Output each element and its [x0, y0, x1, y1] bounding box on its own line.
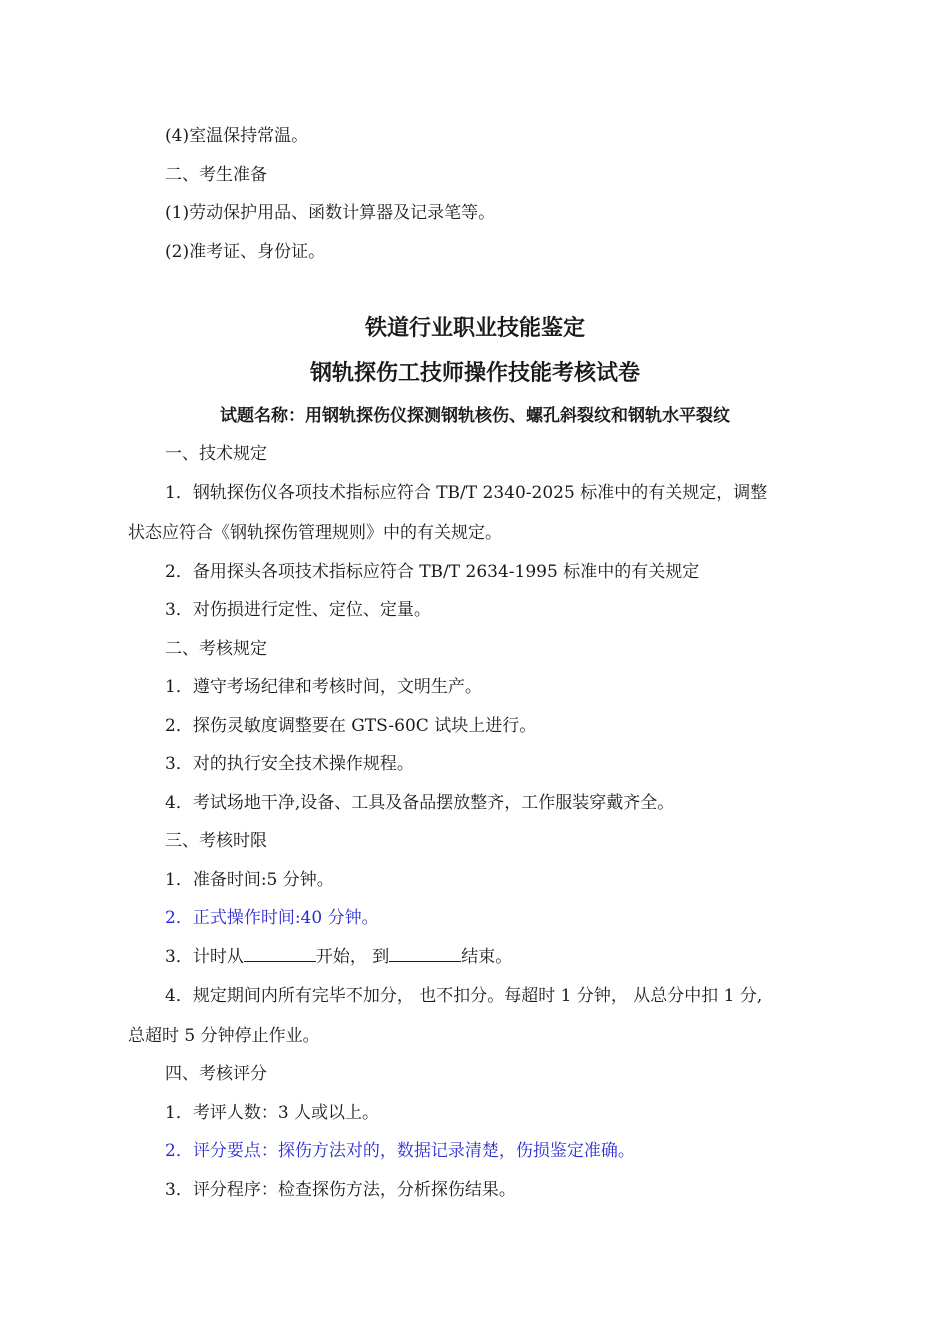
list-item: (2)准考证、身份证。: [165, 242, 326, 262]
timing-prefix: 3．计时从: [165, 947, 244, 967]
list-item: 2．探伤灵敏度调整要在 GTS-60C 试块上进行。: [165, 716, 537, 736]
timing-suffix: 结束。: [461, 947, 513, 967]
list-item: 1．钢轨探伤仪各项技术指标应符合 TB/T 2340-2025 标准中的有关规定，调整: [165, 483, 768, 503]
list-item: 3．对的执行安全技术操作规程。: [165, 754, 414, 774]
list-item: 1．遵守考场纪律和考核时间，文明生产。: [165, 677, 482, 697]
list-item-highlighted: 2．正式操作时间:40 分钟。: [165, 908, 379, 928]
section-heading: 三、考核时限: [165, 831, 267, 851]
timing-mid: 开始， 到: [315, 947, 390, 967]
list-item: 1．考评人数：3 人或以上。: [165, 1103, 380, 1123]
page-title: 铁道行业职业技能鉴定: [364, 316, 585, 341]
subject-line: 试题名称：用钢轨探伤仪探测钢轨核伤、螺孔斜裂纹和钢轨水平裂纹: [220, 406, 730, 426]
list-item-continuation: 总超时 5 分钟停止作业。: [128, 1026, 320, 1046]
list-item: 3．对伤损进行定性、定位、定量。: [165, 600, 431, 620]
section-heading: 一、技术规定: [165, 444, 267, 464]
room-temp-line: (4)室温保持常温。: [165, 126, 309, 146]
start-time-blank: [244, 945, 316, 962]
page-subtitle: 钢轨探伤工技师操作技能考核试卷: [309, 361, 640, 386]
list-item-timing: [165, 945, 512, 969]
section-heading: 二、考生准备: [165, 165, 267, 185]
list-item: (1)劳动保护用品、函数计算器及记录笔等。: [165, 203, 496, 223]
list-item: 4．考试场地干净,设备、工具及备品摆放整齐，工作服装穿戴齐全。: [165, 793, 675, 813]
list-item-highlighted: 2．评分要点：探伤方法对的，数据记录清楚，伤损鉴定准确。: [165, 1141, 635, 1161]
list-item: 1．准备时间:5 分钟。: [165, 870, 334, 890]
list-item: 4．规定期间内所有完毕不加分， 也不扣分。每超时 1 分钟， 从总分中扣 1 分,: [165, 986, 763, 1006]
section-heading: 二、考核规定: [165, 639, 267, 659]
end-time-blank: [389, 945, 461, 962]
section-heading: 四、考核评分: [165, 1064, 267, 1084]
list-item-continuation: 状态应符合《钢轨探伤管理规则》中的有关规定。: [128, 523, 502, 543]
list-item: 2．备用探头各项技术指标应符合 TB/T 2634-1995 标准中的有关规定: [165, 562, 700, 582]
list-item: 3．评分程序：检查探伤方法，分析探伤结果。: [165, 1180, 516, 1200]
